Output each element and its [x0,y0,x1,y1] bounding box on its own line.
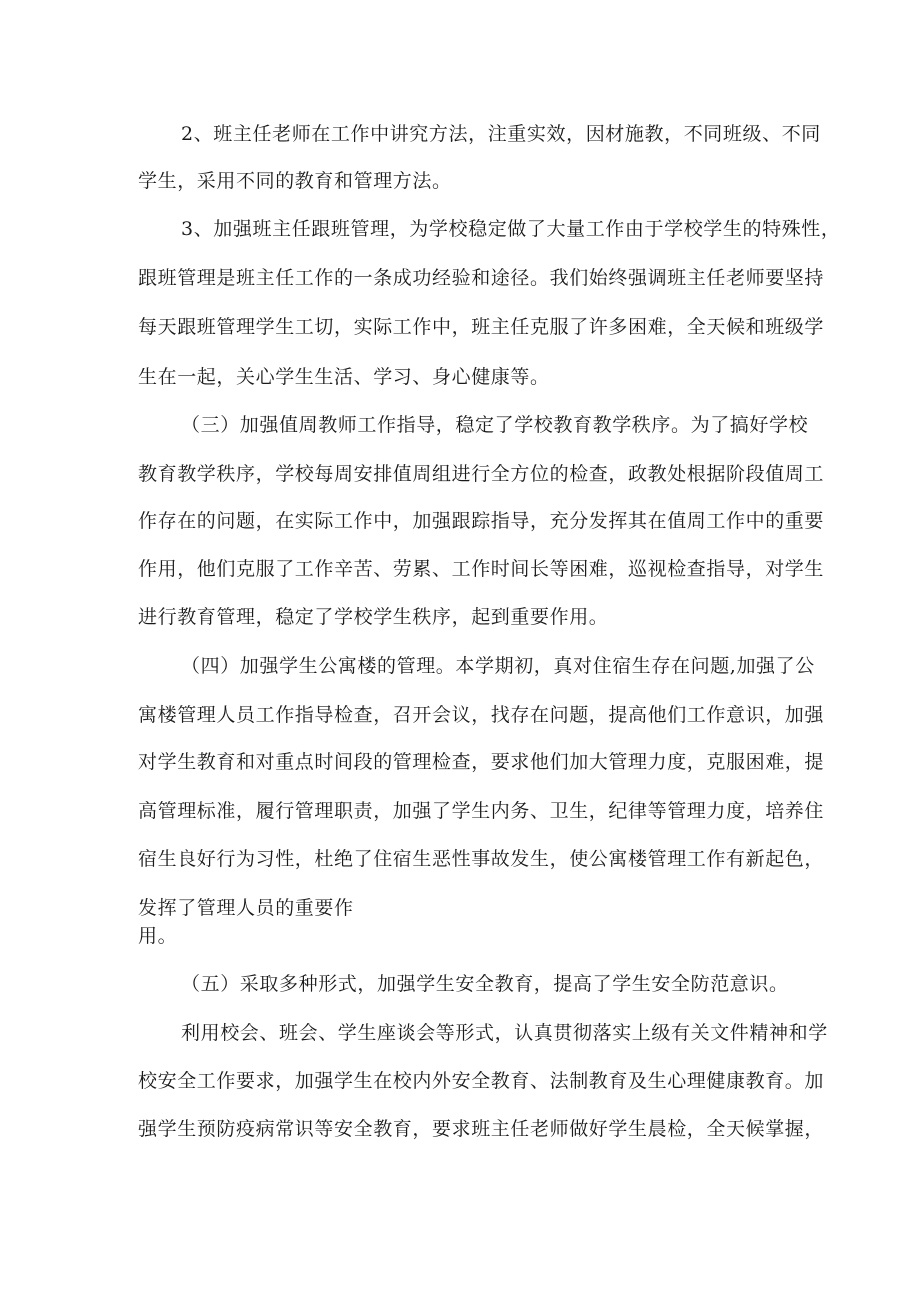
text-line: （五）采取多种形式，加强学生安全教育，提高了学生安全防范意识。 [181,973,789,995]
text-line: 宿生良好行为习性，杜绝了住宿生恶性事故发生，使公寓楼管理工作有新起色， [138,848,825,870]
text-line: 作存在的问题，在实际工作中，加强跟踪指导，充分发挥其在值周工作中的重要 [138,510,825,532]
text-line: 利用校会、班会、学生座谈会等形式，认真贯彻落实上级有关文件精神和学 [181,1022,828,1044]
text-line: 高管理标准，履行管理职责，加强了学生内务、卫生，纪律等管理力度，培养住 [138,800,825,822]
text-line: 每天跟班管理学生工切，实际工作中，班主任克服了许多困难，全天候和班级学 [138,316,825,338]
text-line: 进行教育管理，稳定了学校学生秩序，起到重要作用。 [138,606,609,628]
text-line: 寓楼管理人员工作指导检查，召开会议，找存在问题，提高他们工作意识，加强 [138,704,825,726]
text-line: 对学生教育和对重点时间段的管理检查，要求他们加大管理力度，克服困难，提 [138,751,825,773]
text-line: 学生，采用不同的教育和管理方法。 [138,170,452,192]
text-line: 作用，他们克服了工作辛苦、劳累、工作时间长等困难，巡视检查指导，对学生 [138,558,825,580]
text-line: （三）加强值周教师工作指导，稳定了学校教育教学秩序。为了搞好学校 [181,414,809,436]
text-line: 跟班管理是班主任工作的一条成功经验和途径。我们始终强调班主任老师要坚持 [138,267,825,289]
text-line: 校安全工作要求，加强学生在校内外安全教育、法制教育及生心理健康教育。加 [138,1070,825,1092]
text-line: 教育教学秩序，学校每周安排值周组进行全方位的检查，政教处根据阶段值周工 [138,463,825,485]
text-line: 2、班主任老师在工作中讲究方法，注重实效，因材施教，不同班级、不同 [181,123,821,145]
text-line: 用。 [138,925,178,947]
text-line: 生在一起，关心学生生活、学习、身心健康等。 [138,366,550,388]
text-line: 3、加强班主任跟班管理，为学校稳定做了大量工作由于学校学生的特殊性， [181,218,841,240]
text-line: （四）加强学生公寓楼的管理。本学期初，真对住宿生存在问题,加强了公 [181,655,815,677]
text-line: 强学生预防疫病常识等安全教育，要求班主任老师做好学生晨检，全天候掌握， [138,1118,825,1140]
text-line: 发挥了管理人员的重要作 [138,897,354,919]
